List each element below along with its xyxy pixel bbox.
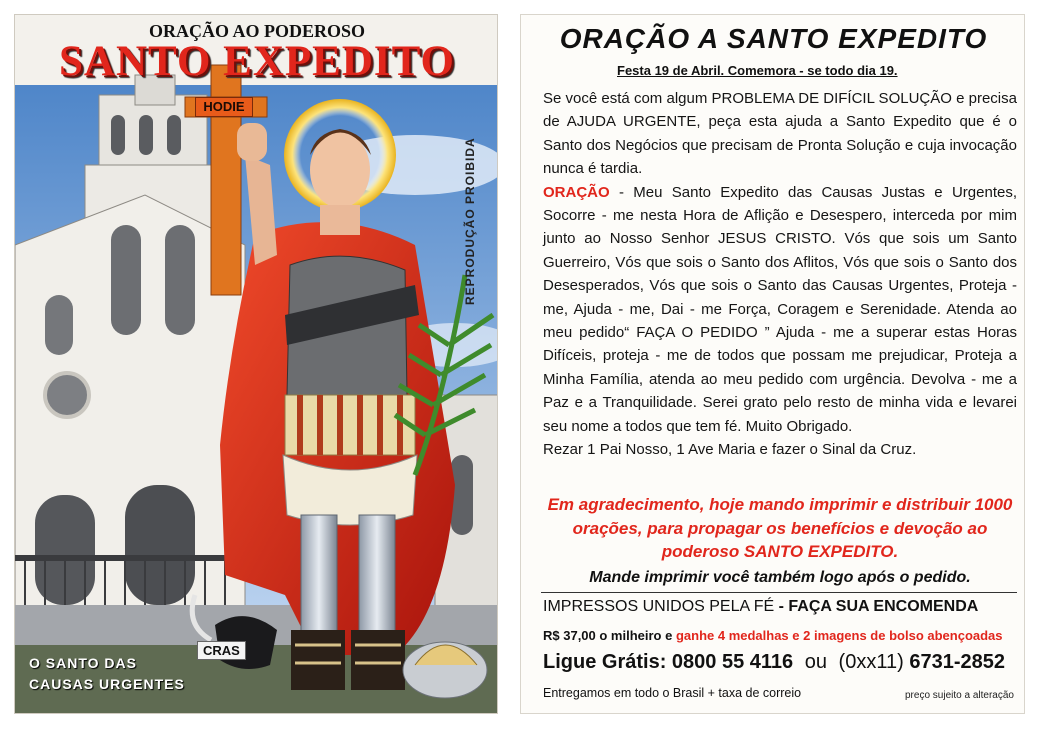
intro-text: Se você está com algum PROBLEMA DE DIFÍCIL SOLUÇÃO e precisa de AJUDA URGENTE, peça esta ajuda a Santo Expedito que é o Santo dos Negócios que precisam de Pronta Solução e cuja invocação nunca é tardia. [543, 90, 1017, 178]
order-call: - FAÇA SUA ENCOMENDA [774, 598, 979, 615]
oracao-label: ORAÇÃO [543, 183, 610, 201]
print-request: Mande imprimir você também logo após o pedido. [589, 569, 971, 586]
feast-date: Festa 19 de Abril. Comemora - se todo dia 19. [617, 63, 898, 78]
front-heading-large: SANTO EXPEDITO [59, 38, 455, 85]
cross-label: HODIE [195, 97, 253, 117]
thanks-text: Em agradecimento, hoje mando imprimir e distribuir 1000 orações, para propagar os benefícios e devoção ao poderoso SANTO EXPEDITO. [547, 495, 1013, 561]
price-line [543, 628, 1003, 643]
caption-line-2: CAUSAS URGENTES [29, 676, 185, 692]
phone-line [543, 651, 1023, 674]
area-code: (0xx11) [838, 651, 904, 673]
printer-name: IMPRESSOS UNIDOS PELA FÉ [543, 598, 775, 615]
phone-number[interactable]: 6731-2852 [909, 651, 1005, 673]
price-text: R$ 37,00 o milheiro e [543, 628, 676, 643]
saint-illustration [15, 15, 498, 714]
or-text: ou [804, 651, 827, 673]
toll-free-number[interactable]: 0800 55 4116 [671, 651, 794, 673]
crow-label: CRAS [197, 641, 246, 660]
front-heading-small: ORAÇÃO AO PODEROSO [148, 21, 366, 41]
bonus-text: ganhe 4 medalhas e 2 imagens de bolso abençoadas [675, 628, 1003, 643]
front-card [14, 14, 498, 714]
rezar-text: Rezar 1 Pai Nosso, 1 Ave Maria e fazer o Sinal da Cruz. [543, 441, 917, 459]
oracao-text: - Meu Santo Expedito das Causas Justas e Urgentes, Socorre - me nesta Hora de Aflição e Desespero, interceda por mim junto ao Nosso Senhor JESUS CRISTO. Vós que sois um Santo Guerreiro, Vós que sois o Santo dos Aflitos, Vós que sois o Santo dos Desesperados, Vós que sois o Santo das Causas Urgentes, Proteja - me, Ajuda - me, Dai - me Força, Coragem e Serenidade. Atenda ao meu pedido“ FAÇA O PEDIDO ” Ajuda - me a superar estas Horas Difíceis, proteja - me de todos que possam me prejudicar, Proteja a Minha Família, atenda ao meu pedido com urgência. Devolva - me a Paz e a Tranquilidade. Serei grato pelo resto de minha vida e levarei seu nome a todos que tem fé. Muito Obrigado. [543, 183, 1017, 435]
delivery-note: Entregamos em todo o Brasil + taxa de correio [543, 686, 802, 700]
caption-line-1: O SANTO DAS [29, 655, 137, 671]
call-free-label: Ligue Grátis: [543, 651, 667, 673]
divider [541, 592, 1017, 593]
prayer-title: ORAÇÃO A SANTO EXPEDITO [559, 23, 988, 54]
price-disclaimer: preço sujeito a alteração [905, 690, 1014, 701]
prayer-body [543, 87, 1017, 462]
printer-line [543, 598, 978, 616]
reproduction-notice: REPRODUÇÃO PROIBIDA [463, 137, 477, 305]
back-card [520, 14, 1025, 714]
